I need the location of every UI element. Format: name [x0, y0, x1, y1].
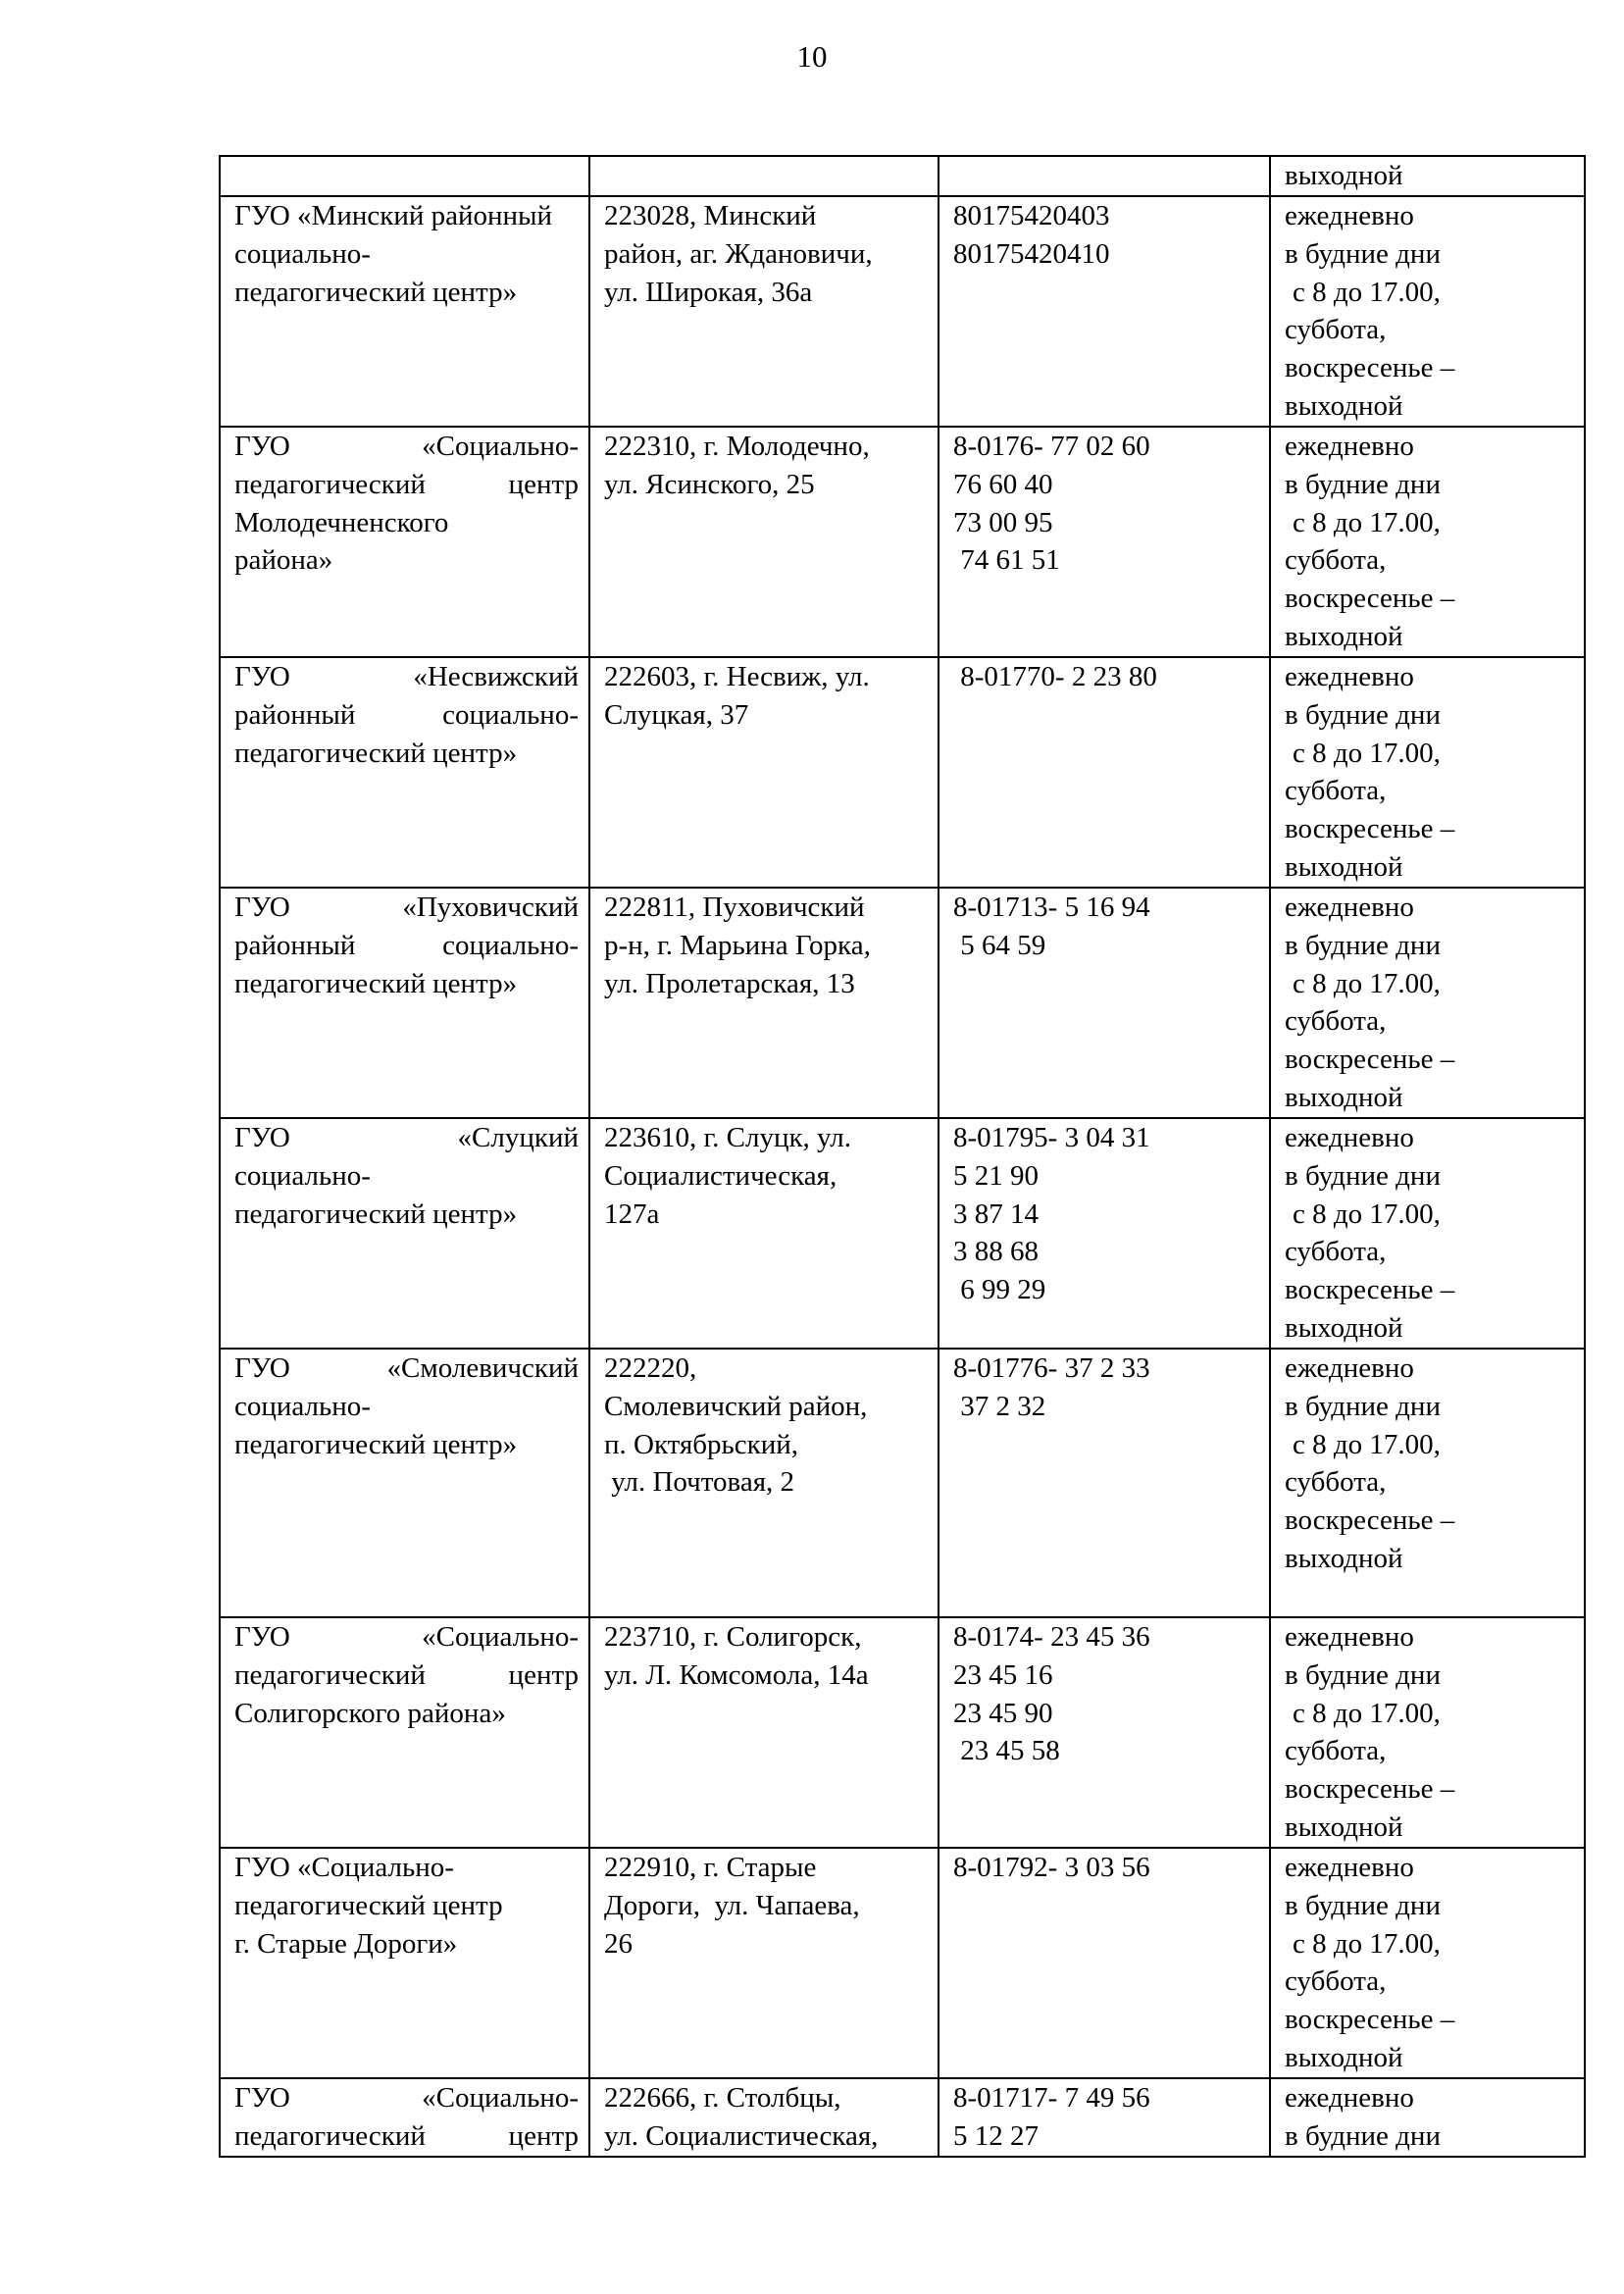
schedule-cell [1270, 156, 1585, 196]
schedule-line: воскресенье – [1285, 1044, 1455, 1076]
center-name-line: педагогический центр» [234, 1198, 518, 1230]
phone-line: 6 99 29 [953, 1274, 1046, 1306]
address-line: п. Октябрьский, [604, 1428, 799, 1460]
phone-cell [939, 1118, 1270, 1349]
address-line: 223028, Минский [604, 200, 817, 231]
schedule-line: суббота, [1285, 1466, 1387, 1499]
table-row [220, 1848, 1585, 2078]
center-name-line: социально- [234, 237, 371, 270]
address-cell [589, 156, 939, 196]
schedule-line: с 8 до 17.00, [1293, 1198, 1441, 1230]
address-line: район, аг. Ждановичи, [604, 237, 873, 270]
phone-cell [939, 1617, 1270, 1848]
phone-line: 23 45 90 [953, 1697, 1053, 1729]
schedule-cell [1270, 888, 1585, 1118]
center-name-cell [220, 1118, 589, 1349]
center-name-line: ГУО «Несвижский [234, 661, 579, 692]
phone-line: 5 12 27 [953, 2119, 1039, 2152]
center-name-cell [220, 888, 589, 1118]
center-name-line: районный социально- [234, 929, 579, 961]
center-name-line: педагогический центр [234, 468, 579, 500]
phone-line: 3 87 14 [953, 1198, 1039, 1230]
schedule-line: выходной [1285, 389, 1403, 422]
phone-line: 76 60 40 [953, 468, 1053, 500]
phone-line: 8-01795- 3 04 31 [953, 1122, 1150, 1153]
schedule-cell [1270, 427, 1585, 657]
schedule-line: суббота, [1285, 1965, 1387, 1998]
address-cell [589, 196, 939, 427]
center-name-line: ГУО «Слуцкий [234, 1122, 579, 1153]
phone-cell [939, 1848, 1270, 2078]
schedule-line: в будние дни [1285, 698, 1441, 731]
center-name-line: педагогический центр [234, 1889, 503, 1921]
address-line: ул. Пролетарская, 13 [604, 967, 855, 999]
schedule-line: с 8 до 17.00, [1293, 1428, 1441, 1460]
center-name-line: ГУО «Минский районный [234, 200, 553, 231]
schedule-line: выходной [1285, 2041, 1403, 2073]
address-line: ул. Почтовая, 2 [604, 1466, 795, 1499]
schedule-line: воскресенье – [1285, 1504, 1455, 1537]
page-number: 10 [796, 39, 828, 74]
address-line: 223610, г. Слуцк, ул. [604, 1122, 851, 1153]
schedule-line: в будние дни [1285, 1390, 1441, 1422]
schedule-line: ежедневно [1285, 431, 1414, 462]
phone-line: 8-01713- 5 16 94 [953, 892, 1150, 923]
phone-line: 8-0174- 23 45 36 [953, 1621, 1150, 1653]
schedule-line: выходной [1285, 1810, 1403, 1843]
phone-line: 8-0176- 77 02 60 [953, 431, 1150, 462]
schedule-line: выходной [1285, 850, 1403, 883]
phone-line: 3 88 68 [953, 1236, 1039, 1268]
address-line: Смолевичский район, [604, 1390, 868, 1422]
center-name-line: педагогический центр» [234, 737, 518, 769]
schedule-line: суббота, [1285, 1005, 1387, 1038]
table-row [220, 2078, 1585, 2157]
schedule-line: ежедневно [1285, 1352, 1414, 1384]
center-name-line: педагогический центр [234, 1658, 579, 1691]
phone-cell [939, 2078, 1270, 2157]
center-name-cell [220, 1848, 589, 2078]
center-name-cell [220, 1349, 589, 1617]
address-cell [589, 2078, 939, 2157]
center-name-cell [220, 427, 589, 657]
table-row [220, 657, 1585, 888]
schedule-cell [1270, 1848, 1585, 2078]
schedule-line: воскресенье – [1285, 1274, 1455, 1306]
address-line: 222811, Пуховичский [604, 892, 865, 923]
schedule-line: с 8 до 17.00, [1293, 1697, 1441, 1729]
schedule-cell [1270, 1118, 1585, 1349]
phone-cell [939, 1349, 1270, 1617]
center-name-line: социально- [234, 1390, 371, 1422]
schedule-line: выходной [1285, 1311, 1403, 1344]
phone-line: 74 61 51 [953, 544, 1060, 577]
phone-cell [939, 427, 1270, 657]
schedule-line: ежедневно [1285, 1852, 1414, 1883]
schedule-line: ежедневно [1285, 1621, 1414, 1653]
address-line: 222910, г. Старые [604, 1852, 817, 1883]
schedule-line: ежедневно [1285, 2082, 1414, 2114]
schedule-cell [1270, 1349, 1585, 1617]
table-row [220, 196, 1585, 427]
address-line: 222310, г. Молодечно, [604, 431, 870, 462]
schedule-line: суббота, [1285, 775, 1387, 807]
schedule-line: воскресенье – [1285, 1773, 1455, 1806]
schedule-line: выходной [1285, 1081, 1403, 1113]
schedule-line: воскресенье – [1285, 583, 1455, 615]
center-name-cell [220, 2078, 589, 2157]
center-name-line: ГУО «Смолевичский [234, 1352, 579, 1384]
center-name-line: педагогический центр [234, 2119, 579, 2152]
address-cell [589, 888, 939, 1118]
center-name-line: педагогический центр» [234, 276, 518, 308]
schedule-line: ежедневно [1285, 200, 1414, 231]
table-row [220, 1617, 1585, 1848]
schedule-line: выходной [1285, 160, 1403, 191]
phone-line: 8-01792- 3 03 56 [953, 1852, 1150, 1883]
center-name-line: ГУО «Социально- [234, 431, 579, 462]
schedule-line: выходной [1285, 1542, 1403, 1574]
phone-line: 80175420403 [953, 200, 1110, 231]
address-line: 222666, г. Столбцы, [604, 2082, 841, 2114]
address-line: 127а [604, 1198, 660, 1230]
schedule-line: воскресенье – [1285, 2004, 1455, 2036]
table-row [220, 427, 1585, 657]
center-name-line: районный социально- [234, 698, 579, 731]
address-cell [589, 657, 939, 888]
schedule-line: в будние дни [1285, 237, 1441, 270]
schedule-line: ежедневно [1285, 661, 1414, 692]
phone-line: 8-01717- 7 49 56 [953, 2082, 1150, 2114]
address-line: ул. Л. Комсомола, 14а [604, 1658, 869, 1691]
phone-cell [939, 156, 1270, 196]
center-name-line: ГУО «Социально- [234, 1852, 454, 1883]
address-cell [589, 427, 939, 657]
center-name-line: педагогический центр» [234, 967, 518, 999]
address-cell [589, 1617, 939, 1848]
phone-line: 8-01776- 37 2 33 [953, 1352, 1150, 1384]
schedule-line: с 8 до 17.00, [1293, 506, 1441, 538]
schedule-line: с 8 до 17.00, [1293, 276, 1441, 308]
schedule-line: в будние дни [1285, 1889, 1441, 1921]
center-name-cell [220, 196, 589, 427]
schedule-line: в будние дни [1285, 2119, 1441, 2152]
table-row [220, 156, 1585, 196]
address-line: Дороги, ул. Чапаева, [604, 1889, 860, 1921]
table-row [220, 1118, 1585, 1349]
schedule-line: воскресенье – [1285, 352, 1455, 384]
address-cell [589, 1349, 939, 1617]
address-line: ул. Широкая, 36а [604, 276, 813, 308]
schedule-line: в будние дни [1285, 1658, 1441, 1691]
phone-line: 73 00 95 [953, 506, 1053, 538]
address-line: 223710, г. Солигорск, [604, 1621, 862, 1653]
schedule-line: с 8 до 17.00, [1293, 967, 1441, 999]
center-name-line: г. Старые Дороги» [234, 1927, 458, 1960]
schedule-line: ежедневно [1285, 1122, 1414, 1153]
address-line: 26 [604, 1927, 633, 1960]
schedule-line: ежедневно [1285, 892, 1414, 923]
schedule-cell [1270, 2078, 1585, 2157]
phone-line: 37 2 32 [953, 1390, 1046, 1422]
address-line: Социалистическая, [604, 1159, 837, 1192]
center-name-line: Молодечненского [234, 506, 449, 538]
table-row [220, 888, 1585, 1118]
address-line: р-н, г. Марьина Горка, [604, 929, 871, 961]
phone-line: 8-01770- 2 23 80 [953, 661, 1157, 692]
phone-cell [939, 657, 1270, 888]
address-line: 222220, [604, 1352, 697, 1384]
address-line: Слуцкая, 37 [604, 698, 749, 731]
schedule-cell [1270, 196, 1585, 427]
phone-line: 5 64 59 [953, 929, 1046, 961]
schedule-line: суббота, [1285, 314, 1387, 346]
phone-cell [939, 196, 1270, 427]
center-name-line: ГУО «Пуховичский [234, 892, 579, 923]
schedule-line: с 8 до 17.00, [1293, 737, 1441, 769]
phone-line: 23 45 58 [953, 1735, 1060, 1767]
address-line: ул. Социалистическая, [604, 2119, 879, 2152]
phone-line: 80175420410 [953, 237, 1110, 270]
center-name-cell [220, 156, 589, 196]
schedule-line: в будние дни [1285, 468, 1441, 500]
center-name-cell [220, 1617, 589, 1848]
center-name-line: социально- [234, 1159, 371, 1192]
schedule-line: суббота, [1285, 1236, 1387, 1268]
center-name-cell [220, 657, 589, 888]
schedule-line: суббота, [1285, 1735, 1387, 1767]
centers-table-body [220, 156, 1585, 2157]
phone-line: 23 45 16 [953, 1658, 1053, 1691]
phone-line: 5 21 90 [953, 1159, 1039, 1192]
schedule-line: с 8 до 17.00, [1293, 1927, 1441, 1960]
schedule-line: в будние дни [1285, 929, 1441, 961]
phone-cell [939, 888, 1270, 1118]
schedule-line: суббота, [1285, 544, 1387, 577]
center-name-line: Солигорского района» [234, 1697, 506, 1729]
center-name-line: ГУО «Социально- [234, 2082, 579, 2114]
address-cell [589, 1118, 939, 1349]
center-name-line: педагогический центр» [234, 1428, 518, 1460]
center-name-line: района» [234, 544, 333, 577]
schedule-line: воскресенье – [1285, 813, 1455, 845]
address-cell [589, 1848, 939, 2078]
schedule-line: в будние дни [1285, 1159, 1441, 1192]
schedule-cell [1270, 657, 1585, 888]
address-line: ул. Ясинского, 25 [604, 468, 815, 500]
center-name-line: ГУО «Социально- [234, 1621, 579, 1653]
schedule-line: выходной [1285, 620, 1403, 652]
centers-table [219, 155, 1586, 2158]
schedule-cell [1270, 1617, 1585, 1848]
address-line: 222603, г. Несвиж, ул. [604, 661, 870, 692]
table-row [220, 1349, 1585, 1617]
